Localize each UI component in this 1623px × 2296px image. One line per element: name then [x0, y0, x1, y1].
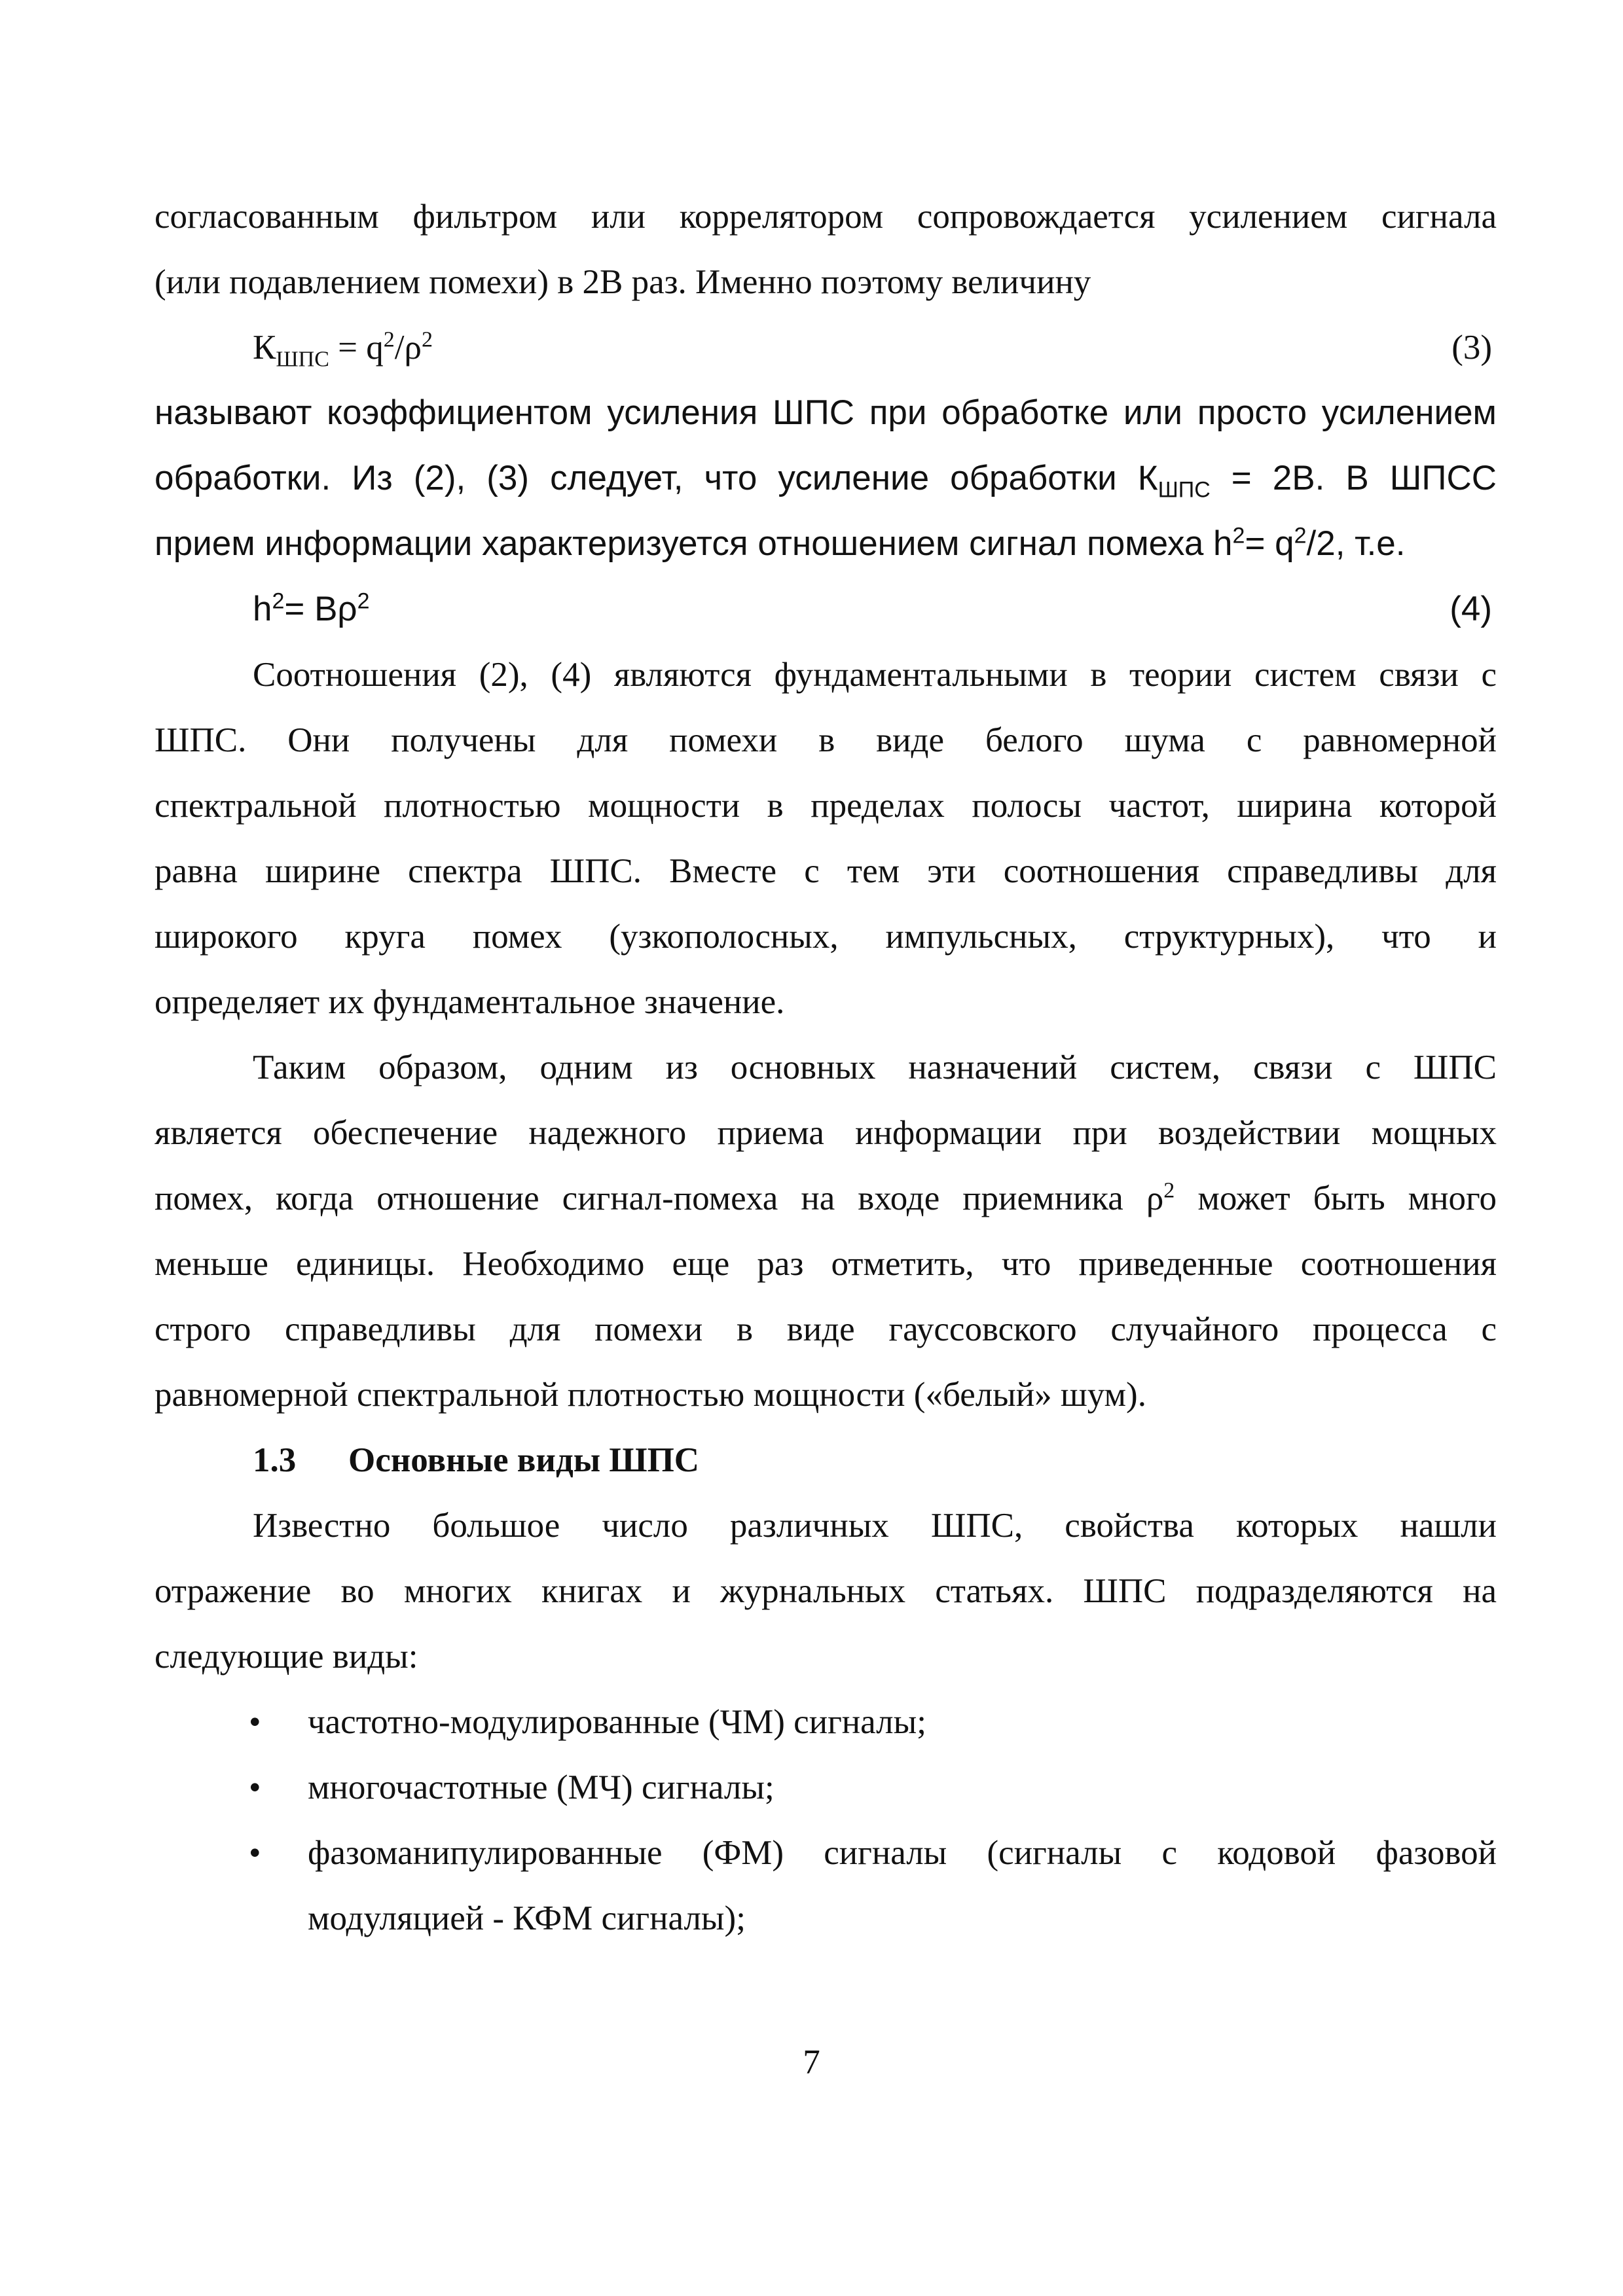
- list-item: многочастотные (МЧ) сигналы;: [308, 1768, 775, 1806]
- equation-3: $К_{ШПС} = q^2/\rho^2$: [253, 327, 433, 372]
- section-heading: [253, 1427, 699, 1493]
- equation-4: $h^2= В\rho^2$: [253, 588, 370, 628]
- page-number: 7: [803, 2043, 820, 2081]
- text-line: следующие виды:: [155, 1638, 418, 1676]
- text-line: прием информации характеризуется отношением сигнал помеха $h^2= q^2/2$, т.е.: [155, 523, 1406, 563]
- text-line: строго справедливы для помехи в виде гауссовского случайного процесса с: [155, 1310, 1497, 1348]
- text-line: Таким образом, одним из основных назначений систем, связи с ШПС: [253, 1049, 1497, 1086]
- text-line: меньше единицы. Необходимо еще раз отметить, что приведенные соотношения: [155, 1245, 1497, 1283]
- paragraph-relations: [155, 642, 1497, 1035]
- paragraph-intro: [155, 184, 1497, 315]
- text-line: является обеспечение надежного приема информации при воздействии мощных: [155, 1114, 1497, 1152]
- bullet-icon: •: [249, 1834, 261, 1872]
- text-line: равна ширине спектра ШПС. Вместе с тем эти соотношения справедливы для: [155, 852, 1497, 890]
- paragraph-gain: [155, 380, 1497, 577]
- text-line: Соотношения (2), (4) являются фундаментальными в теории систем связи с: [253, 656, 1497, 694]
- text-line: согласованным фильтром или коррелятором сопровождается усилением сигнала: [155, 198, 1497, 236]
- text-line: Известно большое число различных ШПС, свойства которых нашли: [253, 1507, 1497, 1545]
- list-item: частотно-модулированные (ЧМ) сигналы;: [308, 1703, 926, 1741]
- text-line: помех, когда отношение сигнал-помеха на входе приемника $\rho^2$ может быть много: [155, 1178, 1497, 1217]
- bullet-icon: •: [249, 1768, 261, 1806]
- paragraph-types: [155, 1493, 1497, 1689]
- text-line: спектральной плотностью мощности в пределах полосы частот, ширина которой: [155, 787, 1497, 825]
- section-number: 1.3: [253, 1441, 297, 1479]
- text-line: ШПС. Они получены для помехи в виде белого шума с равномерной: [155, 721, 1497, 759]
- text-line: определяет их фундаментальное значение.: [155, 983, 785, 1021]
- equation-number: (4): [1450, 590, 1492, 628]
- equation-number: (3): [1451, 329, 1492, 367]
- text-line: обработки. Из (2), (3) следует, что усиление обработки $К_{ШПС} = 2В$. В ШПСС: [155, 459, 1497, 503]
- bullet-icon: •: [249, 1703, 261, 1741]
- section-title: Основные виды ШПС: [348, 1441, 700, 1479]
- text-line: широкого круга помех (узкополосных, импульсных, структурных), что и: [155, 918, 1497, 956]
- list-item: фазоманипулированные (ФМ) сигналы (сигналы с кодовой фазовой модуляцией - КФМ сигналы);: [308, 1834, 1497, 1937]
- paragraph-purpose: [155, 1035, 1497, 1427]
- text-line: отражение во многих книгах и журнальных статьях. ШПС подразделяются на: [155, 1572, 1497, 1610]
- text-line: равномерной спектральной плотностью мощности («белый» шум).: [155, 1376, 1146, 1414]
- text-line: (или подавлением помехи) в 2В раз. Именно поэтому величину: [155, 263, 1091, 301]
- text-line: называют коэффициентом усиления ШПС при обработке или просто усилением: [155, 393, 1497, 432]
